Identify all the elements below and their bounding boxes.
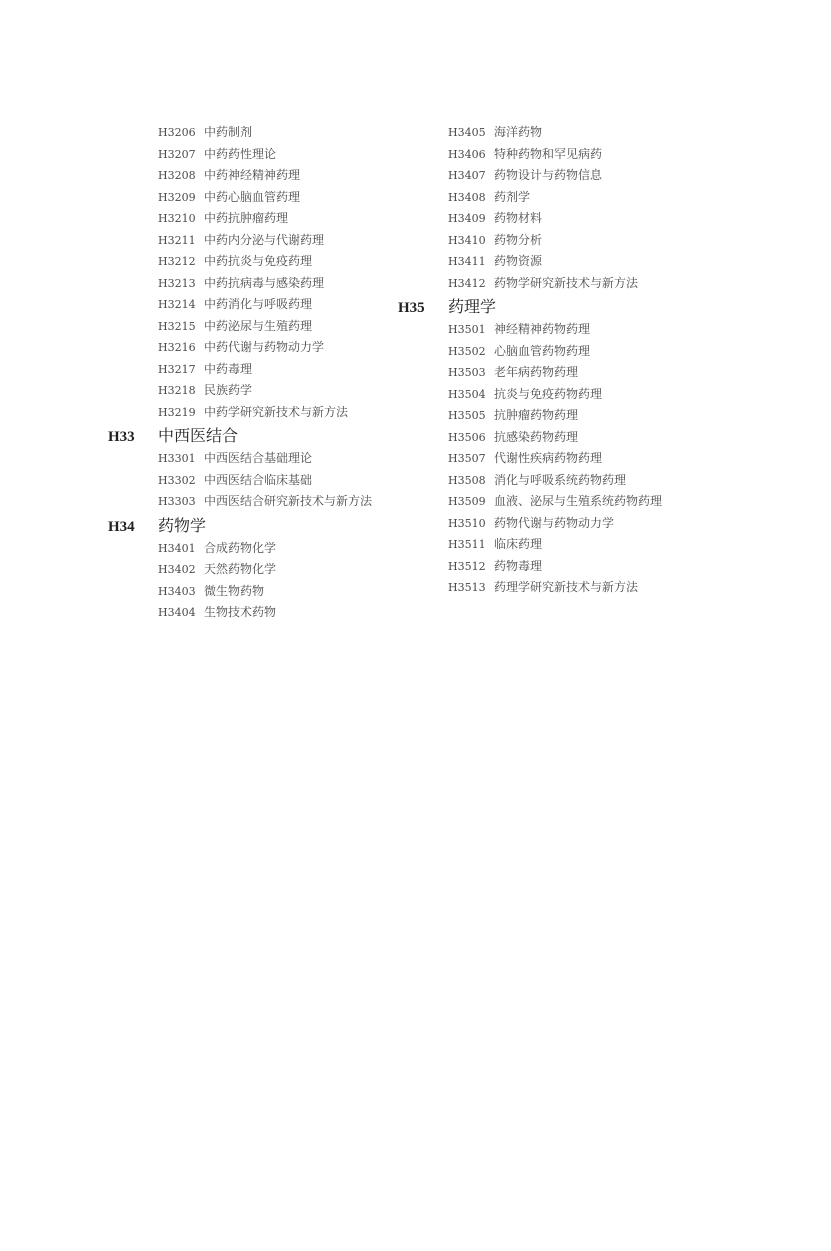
entry-code: H3218 — [158, 384, 196, 397]
entry-code: H3215 — [158, 319, 196, 333]
entry-title: 中药消化与呼吸药理 — [204, 297, 313, 311]
entry-code: H3213 — [158, 276, 196, 290]
code-entry — [398, 187, 698, 209]
entry-title: 民族药学 — [204, 383, 253, 397]
entry-code: H3207 — [158, 147, 196, 161]
entry-code: H3513 — [448, 581, 486, 594]
entry-title: 中药抗病毒与感染药理 — [204, 275, 325, 290]
entry-title: 中药心脑血管药理 — [204, 189, 301, 204]
code-entry — [108, 165, 398, 187]
code-entry — [398, 556, 698, 578]
section-code: H34 — [108, 518, 135, 535]
entry-title: 药物分析 — [494, 232, 543, 247]
entry-title: 中西医结合基础理论 — [204, 451, 313, 465]
entry-code: H3406 — [448, 147, 486, 161]
entry-code: H3210 — [158, 212, 196, 225]
section-title: 药理学 — [448, 297, 497, 316]
entry-title: 药物学研究新技术与新方法 — [494, 275, 639, 290]
code-entry — [398, 384, 698, 406]
entry-title: 药物材料 — [494, 211, 543, 225]
entry-title: 海洋药物 — [494, 125, 543, 139]
code-entry — [398, 470, 698, 492]
code-entry — [108, 294, 398, 316]
entry-title: 中药泌尿与生殖药理 — [204, 318, 313, 333]
entry-code: H3208 — [158, 169, 196, 182]
code-entry — [108, 538, 398, 560]
code-entry — [398, 491, 698, 513]
entry-title: 中药学研究新技术与新方法 — [204, 404, 349, 419]
section-heading — [398, 294, 698, 319]
entry-title: 中药药性理论 — [204, 146, 277, 161]
code-entry — [108, 230, 398, 252]
code-entry — [398, 122, 698, 144]
code-entry — [108, 144, 398, 166]
code-entry — [108, 402, 398, 424]
entry-title: 中西医结合研究新技术与新方法 — [204, 494, 373, 508]
entry-title: 代谢性疾病药物药理 — [494, 451, 603, 465]
code-entry — [398, 405, 698, 427]
entry-title: 药物代谢与药物动力学 — [494, 515, 615, 530]
code-entry — [398, 448, 698, 470]
entry-code: H3511 — [448, 538, 486, 551]
entry-code: H3512 — [448, 559, 486, 573]
code-entry — [398, 577, 698, 599]
code-entry — [108, 491, 398, 513]
entry-code: H3507 — [448, 452, 486, 465]
entry-title: 中西医结合临床基础 — [204, 472, 313, 487]
code-entry — [108, 448, 398, 470]
entry-code: H3214 — [158, 298, 196, 311]
entry-code: H3402 — [158, 563, 196, 576]
code-entry — [108, 337, 398, 359]
code-entry — [108, 251, 398, 273]
entry-title: 中药神经精神药理 — [204, 168, 301, 182]
section-title: 中西医结合 — [158, 426, 239, 445]
entry-code: H3409 — [448, 212, 486, 225]
entry-title: 药物设计与药物信息 — [494, 168, 603, 182]
code-entry — [108, 470, 398, 492]
entry-title: 消化与呼吸系统药物药理 — [494, 472, 627, 487]
entry-code: H3410 — [448, 233, 486, 247]
entry-code: H3503 — [448, 366, 486, 379]
entry-code: H3505 — [448, 409, 486, 422]
code-entry — [398, 362, 698, 384]
entry-code: H3211 — [158, 233, 196, 247]
entry-title: 抗炎与免疫药物药理 — [494, 386, 603, 401]
entry-code: H3217 — [158, 362, 196, 376]
entry-title: 药物资源 — [494, 254, 543, 268]
entry-code: H3219 — [158, 405, 196, 419]
code-entry — [108, 122, 398, 144]
entry-code: H3206 — [158, 126, 196, 139]
entry-code: H3408 — [448, 190, 486, 204]
entry-title: 神经精神药物药理 — [494, 322, 591, 336]
section-heading — [108, 513, 398, 538]
entry-title: 药理学研究新技术与新方法 — [494, 580, 639, 594]
code-entry — [108, 581, 398, 603]
code-entry — [108, 380, 398, 402]
entry-code: H3404 — [158, 606, 196, 619]
code-entry — [108, 273, 398, 295]
code-entry — [108, 208, 398, 230]
entry-title: 抗肿瘤药物药理 — [494, 408, 579, 422]
entry-title: 微生物药物 — [204, 583, 265, 598]
entry-code: H3403 — [158, 584, 196, 598]
section-heading — [108, 423, 398, 448]
entry-title: 合成药物化学 — [204, 540, 277, 555]
code-entry — [398, 427, 698, 449]
section-code: H33 — [108, 429, 135, 445]
code-entry — [398, 144, 698, 166]
code-entry — [108, 559, 398, 581]
code-entry — [398, 513, 698, 535]
entry-title: 心脑血管药物药理 — [494, 343, 591, 358]
entry-title: 中药内分泌与代谢药理 — [204, 232, 325, 247]
entry-code: H3412 — [448, 276, 486, 290]
entry-title: 中药抗炎与免疫药理 — [204, 254, 313, 268]
entry-code: H3502 — [448, 344, 486, 358]
code-entry — [108, 602, 398, 624]
code-entry — [108, 187, 398, 209]
code-entry — [398, 341, 698, 363]
entry-title: 血液、泌尿与生殖系统药物药理 — [494, 494, 663, 508]
section-title: 药物学 — [158, 515, 207, 535]
entry-title: 抗感染药物药理 — [494, 429, 579, 444]
entry-code: H3301 — [158, 452, 196, 465]
entry-title: 中药毒理 — [204, 361, 253, 376]
code-entry — [398, 165, 698, 187]
entry-code: H3302 — [158, 473, 196, 487]
entry-code: H3506 — [448, 430, 486, 444]
right-column — [398, 122, 698, 599]
entry-code: H3407 — [448, 169, 486, 182]
entry-code: H3405 — [448, 126, 486, 139]
code-entry — [108, 359, 398, 381]
entry-title: 临床药理 — [494, 537, 543, 551]
entry-code: H3504 — [448, 387, 486, 401]
entry-code: H3411 — [448, 255, 486, 268]
entry-title: 天然药物化学 — [204, 562, 277, 576]
entry-title: 药物毒理 — [494, 558, 543, 573]
entry-code: H3216 — [158, 341, 196, 354]
entry-title: 中药制剂 — [204, 125, 253, 139]
entry-title: 药剂学 — [494, 189, 531, 204]
entry-title: 中药代谢与药物动力学 — [204, 340, 325, 354]
code-entry — [108, 316, 398, 338]
code-entry — [398, 230, 698, 252]
code-entry — [398, 273, 698, 295]
entry-title: 生物技术药物 — [204, 605, 277, 619]
entry-code: H3501 — [448, 323, 486, 336]
section-code: H35 — [398, 300, 425, 316]
entry-title: 特种药物和罕见病药 — [494, 146, 603, 161]
code-entry — [398, 534, 698, 556]
entry-code: H3303 — [158, 495, 196, 508]
entry-title: 中药抗肿瘤药理 — [204, 211, 289, 225]
entry-code: H3508 — [448, 473, 486, 487]
left-column — [108, 122, 398, 624]
code-entry — [398, 208, 698, 230]
entry-code: H3509 — [448, 495, 486, 508]
entry-code: H3209 — [158, 190, 196, 204]
entry-code: H3510 — [448, 516, 486, 530]
entry-title: 老年病药物药理 — [494, 365, 579, 379]
code-entry — [398, 319, 698, 341]
entry-code: H3401 — [158, 541, 196, 555]
code-entry — [398, 251, 698, 273]
entry-code: H3212 — [158, 255, 196, 268]
